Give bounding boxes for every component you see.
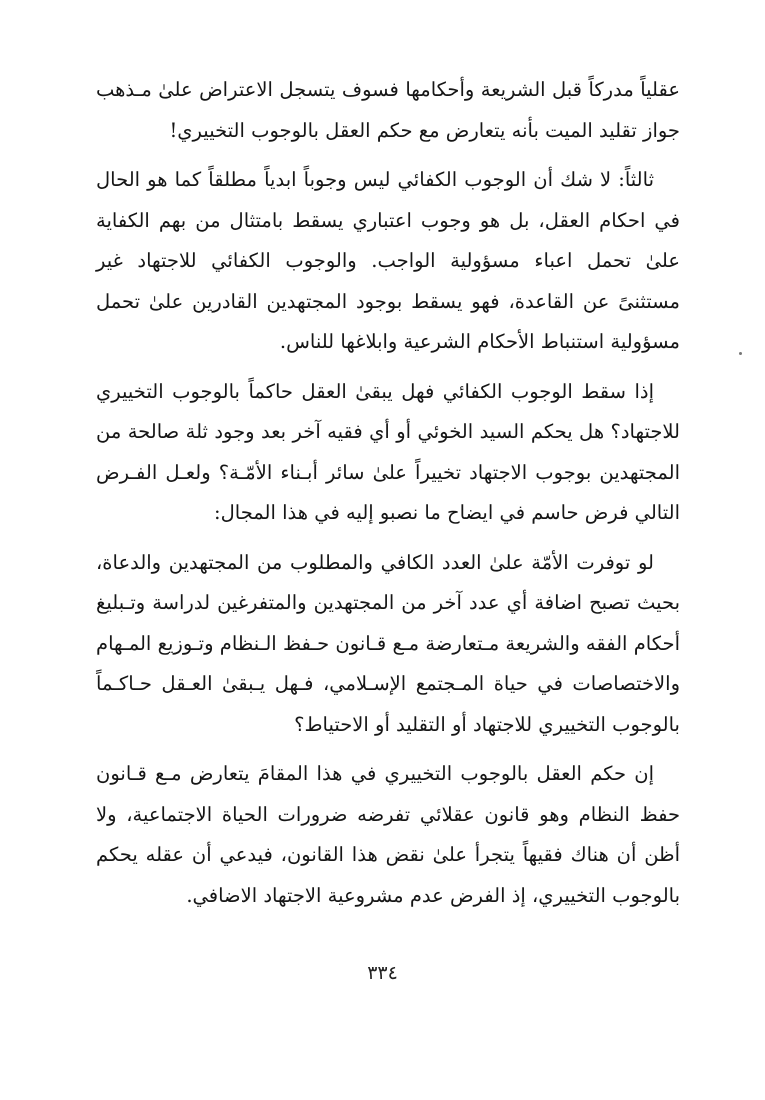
paragraph-5: إن حكم العقل بالوجوب التخييري في هذا المقامَ يتعارض مـع قـانون حفظ النظام وهو قانون عقلائي تفرضه ضرورات الحياة الاجتماعية، ولا أظن أن هناك فقيهاً يتجرأ علىٰ نقض هذا القانون، فيدعي أن عقله يحكم بالوجوب التخييري، إذ الفرض عدم مشروعية الاجتهاد الاضافي.	[96, 762, 680, 907]
paragraph-1: عقلياً مدركاً قبل الشريعة وأحكامها فسوف يتسجل الاعتراض علىٰ مـذهب جواز تقليد الميت بأنه يتعارض مع حكم العقل بالوجوب التخييري!	[96, 78, 680, 142]
paragraph-2: ثالثاً: لا شك أن الوجوب الكفائي ليس وجوباً ابدياً مطلقاً كما هو الحال في احكام العقل، بل هو وجوب اعتباري يسقط بامتثال من بهم الكفاية علىٰ تحمل اعباء مسؤولية الواجب. والوجوب الكفائي للاجتهاد غير مستثنىً عن القاعدة، فهو يسقط بوجود المجتهدين القادرين علىٰ تحمل مسؤولية استنباط الأحكام الشرعية وابلاغها للناس.	[96, 168, 680, 353]
paragraph-4: لو توفرت الأمّة علىٰ العدد الكافي والمطلوب من المجتهدين والدعاة، بحيث تصبح اضافة أي عدد آخر من المجتهدين والمتفرغين لدراسة وتـبليغ أحكام الفقه والشريعة مـتعارضة مـع قـانون حـفظ الـنظام وتـوزيع المـهام والاختصاصات في حياة المـجتمع الإسـلامي، فـهل يـبقىٰ العـقل حـاكـماً بالوجوب التخييري للاجتهاد أو التقليد أو الاحتياط؟	[96, 550, 680, 736]
page-body	[96, 70, 680, 1060]
paragraph-3: إذا سقط الوجوب الكفائي فهل يبقىٰ العقل حاكماً بالوجوب التخييري للاجتهاد؟ هل يحكم السيد الخوئي أو أي فقيه آخر بعد وجود ثلة صالحة من المجتهدين بوجوب الاجتهاد تخييراً علىٰ سائر أبـناء الأمّـة؟ ولعـل الفـرض التالي فرض حاسم في ايضاح ما نصبو إليه في هذا المجال:	[96, 379, 680, 524]
page-number: ٣٣٤	[367, 962, 398, 984]
scan-speck	[739, 352, 742, 355]
